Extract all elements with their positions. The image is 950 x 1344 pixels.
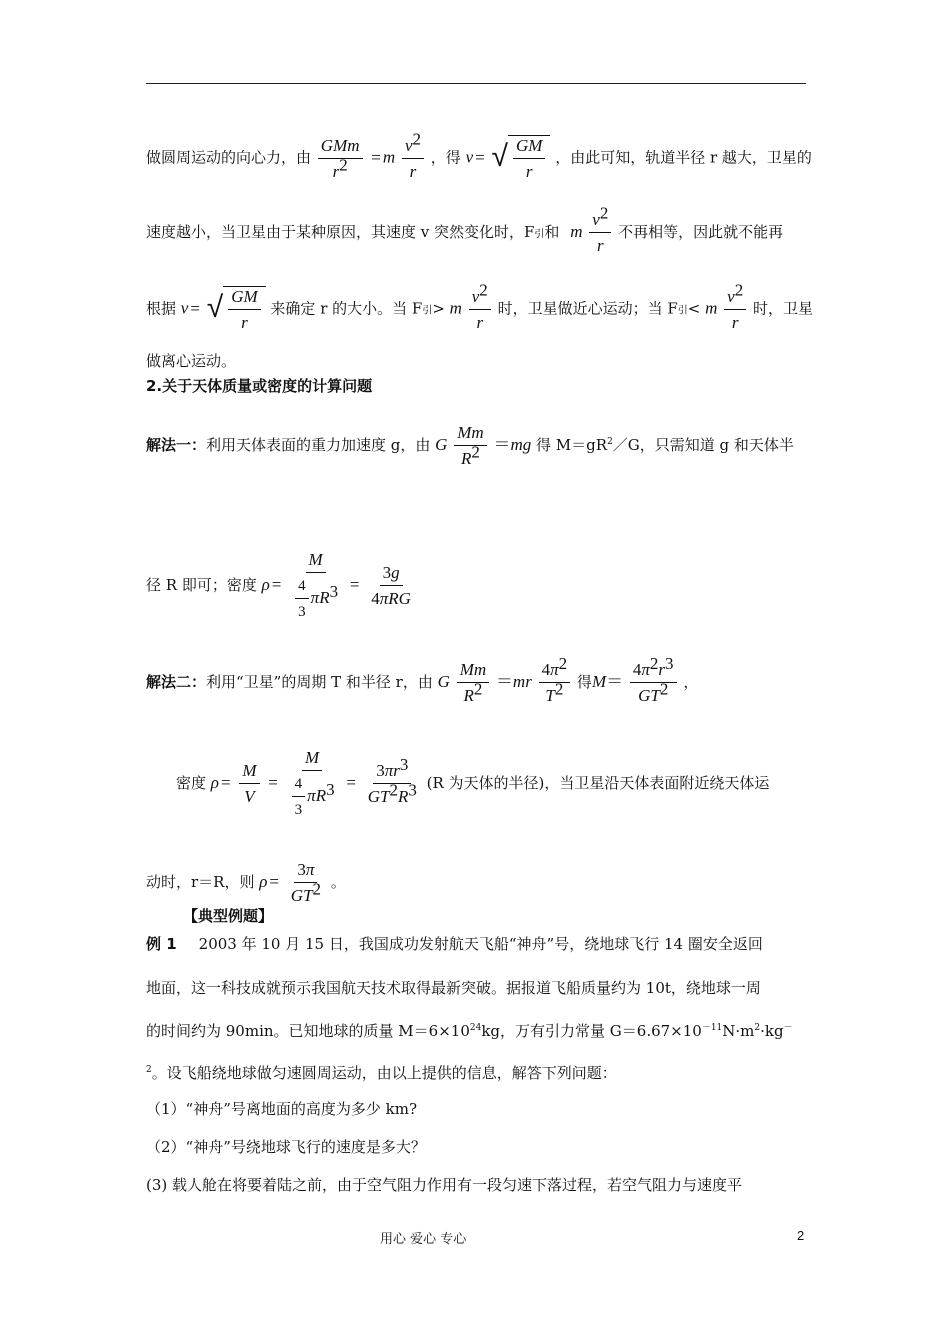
- text-segment: ·kg: [760, 1022, 784, 1040]
- formula-sqrt-gm-over-r: √ $\frac{GM}{r}$: [492, 135, 551, 182]
- method-2-line: 解法二：利用“卫星”的周期 T 和半径 r，由 G $\frac{Mm}{R2}$ ＝mr $\frac{4\pi 2}{T2}$ 得M＝ $\frac{4\pi 2r3}{GT2}$ ，: [146, 654, 699, 705]
- method-2-density-line: 密度 ρ = $\frac{M}{V}$ = M $\frac{4}{3}$ πR3 = $\frac{3\pi r3}{GT2R3}$ (R 为天体的半径)，当卫星沿天体表面附近绕天体运: [176, 748, 770, 818]
- method-2-final-line: 动时，r＝R，则 ρ = $\frac{3\pi}{GT2}$ 。: [146, 860, 346, 905]
- section-heading-2: 2.关于天体质量或密度的计算问题: [146, 377, 373, 395]
- superscript: －11: [701, 1023, 723, 1033]
- subscript: 引: [677, 305, 688, 317]
- example-1-line-2: 地面，这一科技成就预示我国航天技术取得最新突破。据报道飞船质量约为 10t，绕地球一周: [146, 979, 761, 997]
- superscript: 24: [469, 1023, 482, 1033]
- method-label: 解法一：: [146, 436, 207, 454]
- superscript: 2: [607, 437, 613, 447]
- method-1-density-line: 径 R 即可；密度 ρ = M $\frac{4}{3}$ πR3 = $\frac{3g}{\text{4πRG}}$: [146, 550, 416, 622]
- superscript: 2: [146, 1065, 152, 1075]
- formula-m-over-v: $\frac{M}{V}$: [239, 761, 259, 807]
- para-line-1: 做圆周运动的向心力，由 $\frac{\text{GMm}}{r2}$ = m $\frac{v2}{r}$ ，得 v = √ $\frac{GM}{r}$ ，由此可知，轨道半径 r 越大，卫星的: [146, 128, 812, 181]
- text-segment: 根据: [146, 299, 177, 318]
- header-rule: [146, 83, 806, 84]
- text-segment: 动时，r＝R，则: [146, 873, 255, 891]
- superscript: 2: [754, 1023, 761, 1033]
- example-1-line-1: [146, 934, 763, 954]
- text-segment: 和: [544, 223, 560, 241]
- example-1-line-3: [146, 1021, 793, 1041]
- text-segment: (R 为天体的半径)，当卫星沿天体表面附近绕天体运: [426, 774, 770, 792]
- text-segment: 得: [576, 673, 592, 691]
- text-segment: <: [687, 299, 701, 318]
- superscript: －: [783, 1023, 793, 1033]
- formula-v2-over-r: $\frac{v2}{r}$: [469, 287, 491, 333]
- section-title: 【典型例题】: [183, 907, 274, 925]
- formula-3pi-over-gt2: $\frac{3\pi}{GT2}$: [290, 860, 322, 905]
- text-segment: 来确定 r 的大小。当 F: [270, 299, 423, 318]
- text-segment: 径 R 即可；密度: [146, 576, 257, 594]
- para-line-3: 根据 v = √ $\frac{GM}{r}$ 来确定 r 的大小。当 F引> m $\frac{v2}{r}$ 时，卫星做近心运动；当 F引< m $\frac{v2}{r}$ 时，卫星: [146, 279, 814, 332]
- text-segment: N·m: [722, 1022, 755, 1040]
- text-segment: 时，卫星: [753, 299, 814, 318]
- text-segment: 2003 年 10 月 15 日，我国成功发射航天飞船“神舟”号，绕地球飞行 14 圈安全返回: [198, 935, 763, 953]
- text-segment: 不再相等，因此就不能再: [618, 223, 784, 241]
- method-label: 解法二：: [146, 673, 207, 691]
- text-segment: ，由此可知，轨道半径 r 越大，卫星的: [555, 148, 812, 167]
- subscript: 引: [534, 229, 545, 240]
- page-footer: 用心 爱心 专心: [380, 1232, 467, 1247]
- formula-v2-over-r: $\frac{v2}{r}$: [724, 287, 746, 333]
- para-line-2: 速度越小，当卫星由于某种原因，其速度 v 突然变化时，F引和 m $\frac{v2}{r}$ 不再相等，因此就不能再: [146, 203, 784, 255]
- formula-v2-over-r: $\frac{v2}{r}$: [402, 136, 424, 182]
- text-segment: 速度越小，当卫星由于某种原因，其速度 v 突然变化时，F: [146, 223, 535, 241]
- text-segment: 得 M＝gR: [536, 436, 608, 454]
- text-segment: 利用天体表面的重力加速度 g，由: [206, 436, 431, 454]
- text-segment: 做圆周运动的向心力，由: [146, 148, 312, 167]
- formula-mm-over-r2: $\frac{Mm}{R2}$: [454, 423, 486, 469]
- method-1-line: 解法一：利用天体表面的重力加速度 g，由 G $\frac{Mm}{R2}$ ＝mg 得 $M=gR^2/G$，只需知道 g 和天体半: [146, 423, 794, 468]
- subscript: 引: [422, 305, 433, 317]
- example-label: 例 1: [146, 935, 177, 953]
- text-segment: ，得: [430, 148, 461, 167]
- text-segment: 的时间约为 90min。已知地球的质量 M＝6×10: [146, 1022, 470, 1040]
- example-1-line-4: [146, 1063, 617, 1083]
- text-segment: 时，卫星做近心运动；当 F: [497, 299, 678, 318]
- text-segment: ，: [683, 673, 699, 691]
- formula-3g-over-4pirg: $\frac{3g}{\text{4πRG}}$: [371, 563, 411, 608]
- question-3: (3) 载人舱在将要着陆之前，由于空气阻力作用有一段匀速下落过程，若空气阻力与速度平: [146, 1176, 743, 1194]
- text-segment: 。: [330, 873, 346, 891]
- formula-4pi2r3-over-gt2: $\frac{4\pi 2r3}{GT2}$: [630, 660, 677, 706]
- formula-3pir3-over-gt2r3: $\frac{3\pi r3}{GT2R3}$: [367, 755, 417, 806]
- question-1: （1）“神舟”号离地面的高度为多少 km?: [146, 1100, 418, 1118]
- question-2: （2）“神舟”号绕地球飞行的速度是多大？: [146, 1138, 426, 1156]
- formula-v2-over-r: $\frac{v2}{r}$: [589, 210, 611, 256]
- formula-4pi2-over-t2: $\frac{4\pi 2}{T2}$: [539, 660, 571, 706]
- formula-sqrt-gm-over-r: √ $\frac{GM}{r}$: [207, 286, 266, 333]
- formula-m-over-volume: M $\frac{4}{3}$ πR3: [287, 748, 338, 820]
- text-segment: 利用“卫星”的周期 T 和半径 r，由: [206, 673, 433, 691]
- formula-mm-over-r2: $\frac{Mm}{R2}$: [457, 660, 489, 706]
- text-segment: 密度: [176, 774, 207, 792]
- page-number: 2: [797, 1228, 805, 1243]
- formula-m-over-volume: M $\frac{4}{3}$ πR3: [290, 550, 341, 622]
- text-segment: kg，万有引力常量 G＝6.67×10: [481, 1022, 702, 1040]
- para-line-4: 做离心运动。: [146, 352, 237, 370]
- formula-gmm-over-r2: $\frac{\text{GMm}}{r2}$: [318, 136, 363, 182]
- text-segment: ／G，只需知道 g 和天体半: [612, 436, 794, 454]
- text-segment: 。设飞船绕地球做匀速圆周运动，由以上提供的信息，解答下列问题：: [151, 1064, 617, 1082]
- text-segment: >: [432, 299, 445, 318]
